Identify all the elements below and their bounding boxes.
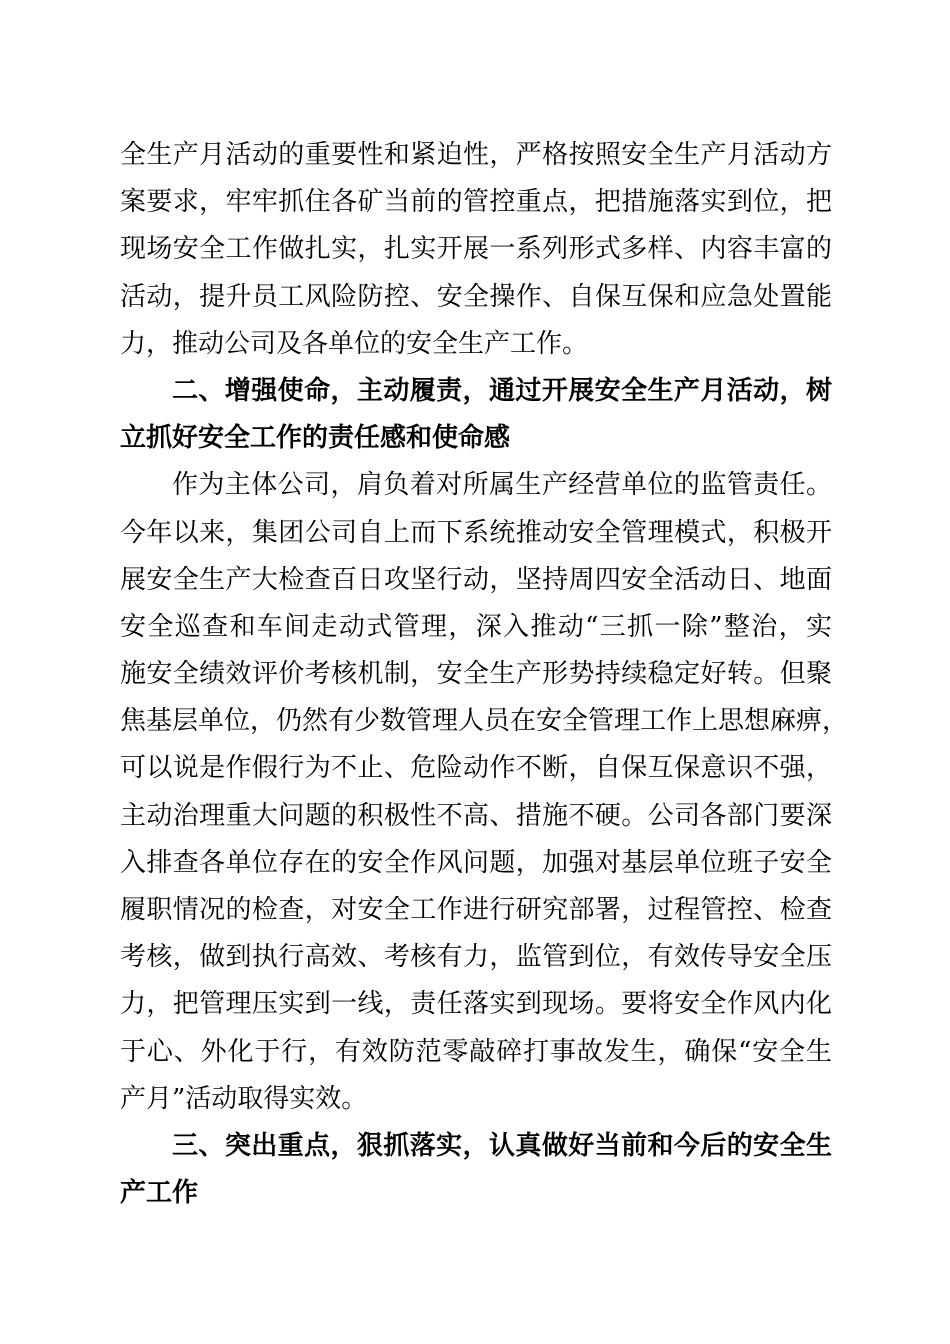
- text-line: 活动，提升员工风险防控、安全操作、自保互保和应急处置能: [120, 281, 832, 312]
- section-heading-3: [120, 1123, 832, 1217]
- heading-line: 二、增强使命，主动履责，通过开展安全生产月活动，树: [172, 375, 832, 406]
- text-line: 可以说是作假行为不止、危险动作不断，自保互保意识不强，: [120, 753, 832, 784]
- text-line: 焦基层单位，仍然有少数管理人员在安全管理工作上思想麻痹，: [120, 706, 849, 737]
- heading-line: 产工作: [120, 1178, 199, 1209]
- text-line: 案要求，牢牢抓住各矿当前的管控重点，把措施落实到位，把: [120, 187, 832, 218]
- text-line: 力，把管理压实到一线，责任落实到现场。要将安全作风内化: [120, 989, 832, 1020]
- text-line: 主动治理重大问题的积极性不高、措施不硬。公司各部门要深: [120, 800, 832, 831]
- paragraph-intro-tail: [120, 132, 832, 368]
- paragraph-2: [120, 462, 849, 1123]
- text-line: 展安全生产大检查百日攻坚行动，坚持周四安全活动日、地面: [120, 564, 832, 595]
- text-line: 于心、外化于行，有效防范零敲碎打事故发生，确保“安全生: [120, 1036, 832, 1067]
- heading-line: 立抓好安全工作的责任感和使命感: [120, 423, 511, 454]
- text-line: 产月”活动取得实效。: [120, 1083, 368, 1114]
- text-line: 现场安全工作做扎实，扎实开展一系列形式多样、内容丰富的: [120, 234, 832, 265]
- text-line: 入排查各单位存在的安全作风问题，加强对基层单位班子安全: [120, 847, 832, 878]
- text-line: 全生产月活动的重要性和紧迫性，严格按照安全生产月活动方: [120, 140, 832, 170]
- text-line: 力，推动公司及各单位的安全生产工作。: [120, 328, 589, 359]
- text-line: 考核，做到执行高效、考核有力，监管到位，有效传导安全压: [120, 942, 832, 973]
- text-line: 履职情况的检查，对安全工作进行研究部署，过程管控、检查: [120, 895, 832, 925]
- text-line: 安全巡查和车间走动式管理，深入推动“三抓一除”整治，实: [120, 611, 832, 642]
- text-line: 作为主体公司，肩负着对所属生产经营单位的监管责任。: [172, 470, 832, 501]
- section-heading-2: [120, 368, 832, 462]
- text-line: 今年以来，集团公司自上而下系统推动安全管理模式，积极开: [120, 517, 832, 548]
- heading-line: 三、突出重点，狠抓落实，认真做好当前和今后的安全生: [172, 1130, 832, 1161]
- document-page: [120, 132, 849, 1217]
- text-line: 施安全绩效评价考核机制，安全生产形势持续稳定好转。但聚: [120, 659, 832, 690]
